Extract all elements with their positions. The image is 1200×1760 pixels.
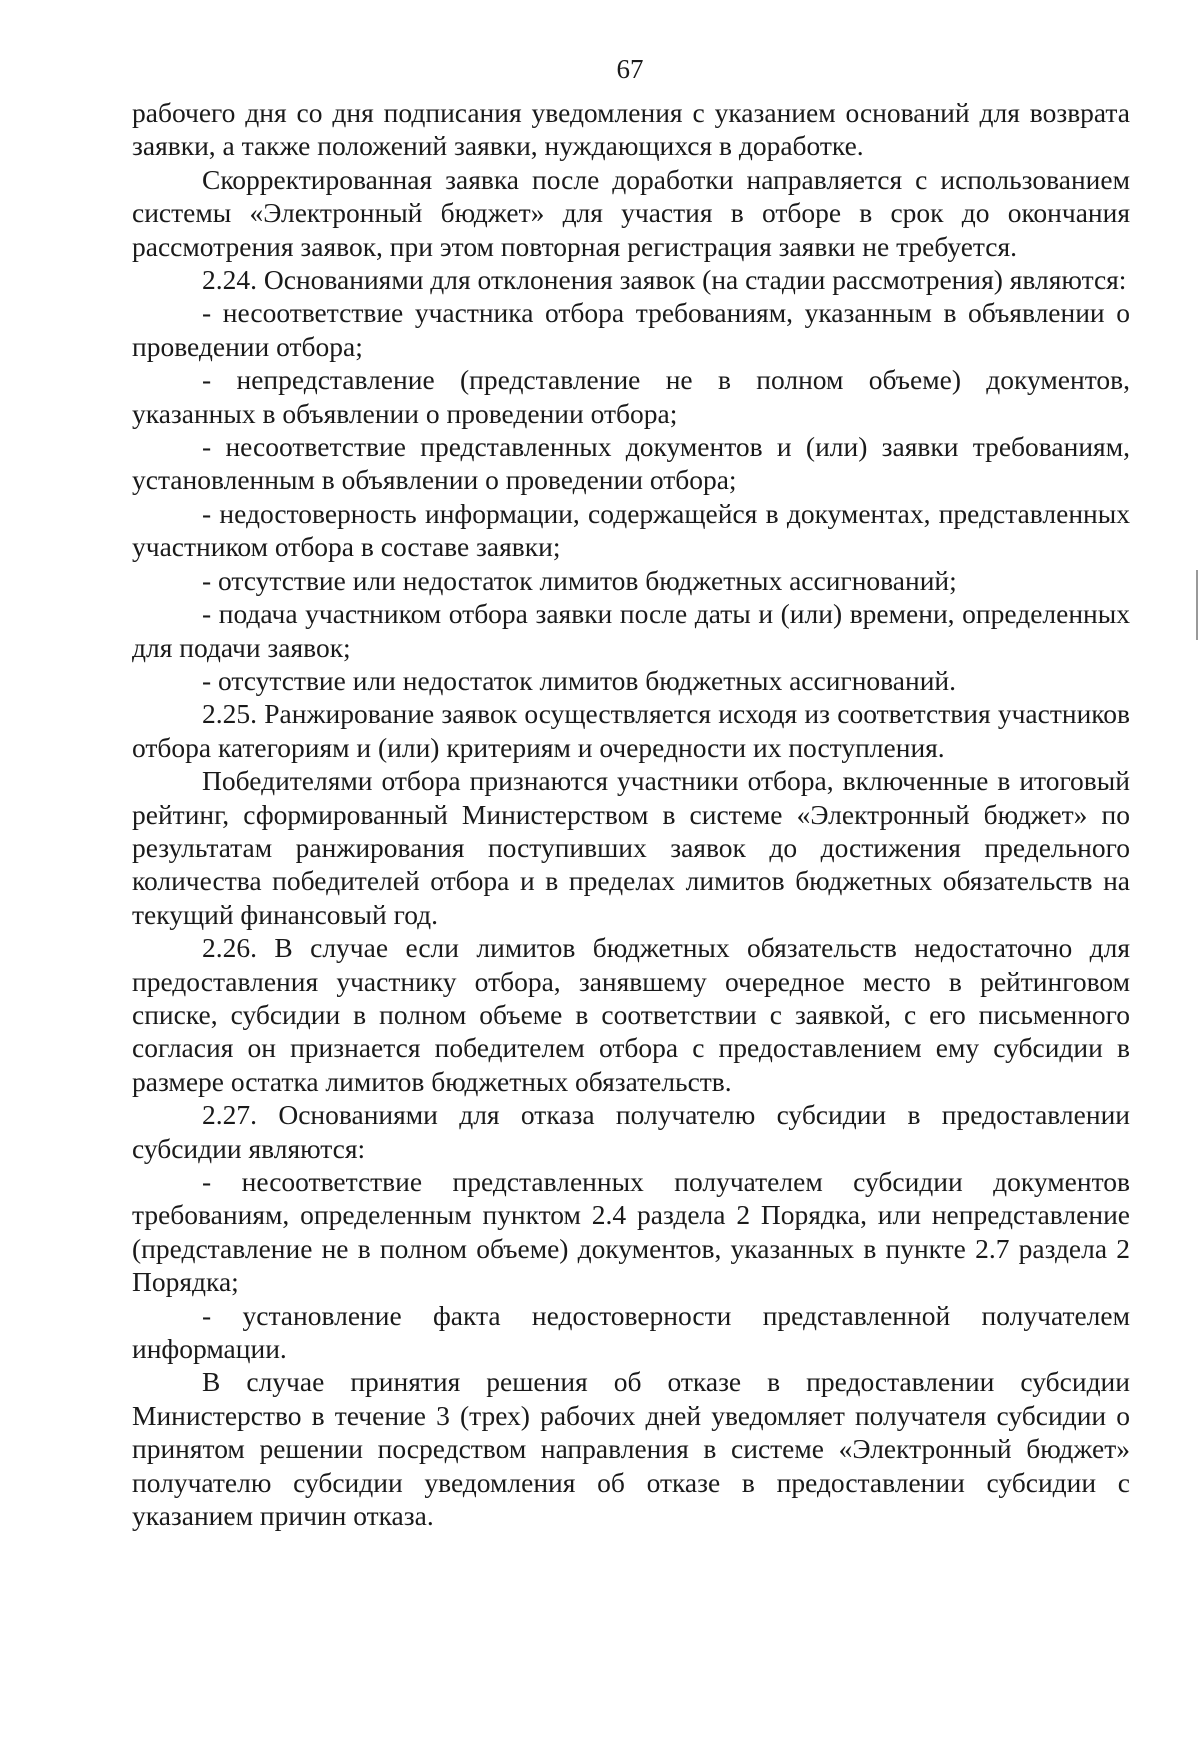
list-item: - отсутствие или недостаток лимитов бюджетных ассигнований;: [202, 564, 957, 596]
list-item: - отсутствие или недостаток лимитов бюджетных ассигнований.: [202, 664, 957, 696]
list-item: - несоответствие представленных получателем субсидии документов требованиям, определенным пунктом 2.4 раздела 2 Порядка, или непредставление (представление не в полном объеме) документов, указанных в пункте 2.7 раздела 2 Порядка;: [132, 1166, 1130, 1298]
list-item: - подача участником отбора заявки после даты и (или) времени, определенных для подачи заявок;: [132, 598, 1130, 663]
list-item: - несоответствие представленных документов и (или) заявки требованиям, установленным в объявлении о проведении отбора;: [132, 431, 1130, 496]
paragraph: Победителями отбора признаются участники отбора, включенные в итоговый рейтинг, сформированный Министерством в системе «Электронный бюджет» по результатам ранжирования поступивших заявок до достижения предельного количества победителей отбора и в пределах лимитов бюджетных обязательств на текущий финансовый год.: [132, 765, 1130, 930]
scan-artifact-line: [1196, 570, 1198, 640]
list-item: - несоответствие участника отбора требованиям, указанным в объявлении о проведении отбора;: [132, 297, 1130, 362]
section-2-25: 2.25. Ранжирование заявок осуществляется исходя из соответствия участников отбора категориям и (или) критериям и очередности их поступления.: [132, 698, 1130, 763]
page-number: 67: [616, 54, 644, 84]
section-heading-2-24: 2.24. Основаниями для отклонения заявок (на стадии рассмотрения) являются:: [202, 264, 1127, 296]
paragraph: В случае принятия решения об отказе в предоставлении субсидии Министерство в течение 3 (трех) рабочих дней уведомляет получателя субсидии о принятом решении посредством направления в системе «Электронный бюджет» получателю субсидии уведомления об отказе в предоставлении субсидии с указанием причин отказа.: [132, 1366, 1130, 1532]
document-body: [132, 96, 1130, 1532]
section-2-26: 2.26. В случае если лимитов бюджетных обязательств недостаточно для предоставления участнику отбора, занявшему очередное место в рейтинговом списке, субсидии в полном объеме в соответствии с заявкой, с его письменного согласия он признается победителем отбора с предоставлением ему субсидии в размере остатка лимитов бюджетных обязательств.: [132, 932, 1130, 1097]
paragraph: рабочего дня со дня подписания уведомления с указанием оснований для возврата заявки, а также положений заявки, нуждающихся в доработке.: [132, 97, 1130, 162]
list-item: - установление факта недостоверности представленной получателем информации.: [132, 1299, 1130, 1365]
list-item: - непредставление (представление не в полном объеме) документов, указанных в объявлении о проведении отбора;: [132, 364, 1130, 429]
section-heading-2-27: 2.27. Основаниями для отказа получателю субсидии в предоставлении субсидии являются:: [132, 1099, 1130, 1164]
list-item: - недостоверность информации, содержащейся в документах, представленных участником отбора в составе заявки;: [132, 497, 1130, 563]
paragraph: Скорректированная заявка после доработки направляется с использованием системы «Электронный бюджет» для участия в отборе в срок до окончания рассмотрения заявок, при этом повторная регистрация заявки не требуется.: [132, 163, 1130, 262]
